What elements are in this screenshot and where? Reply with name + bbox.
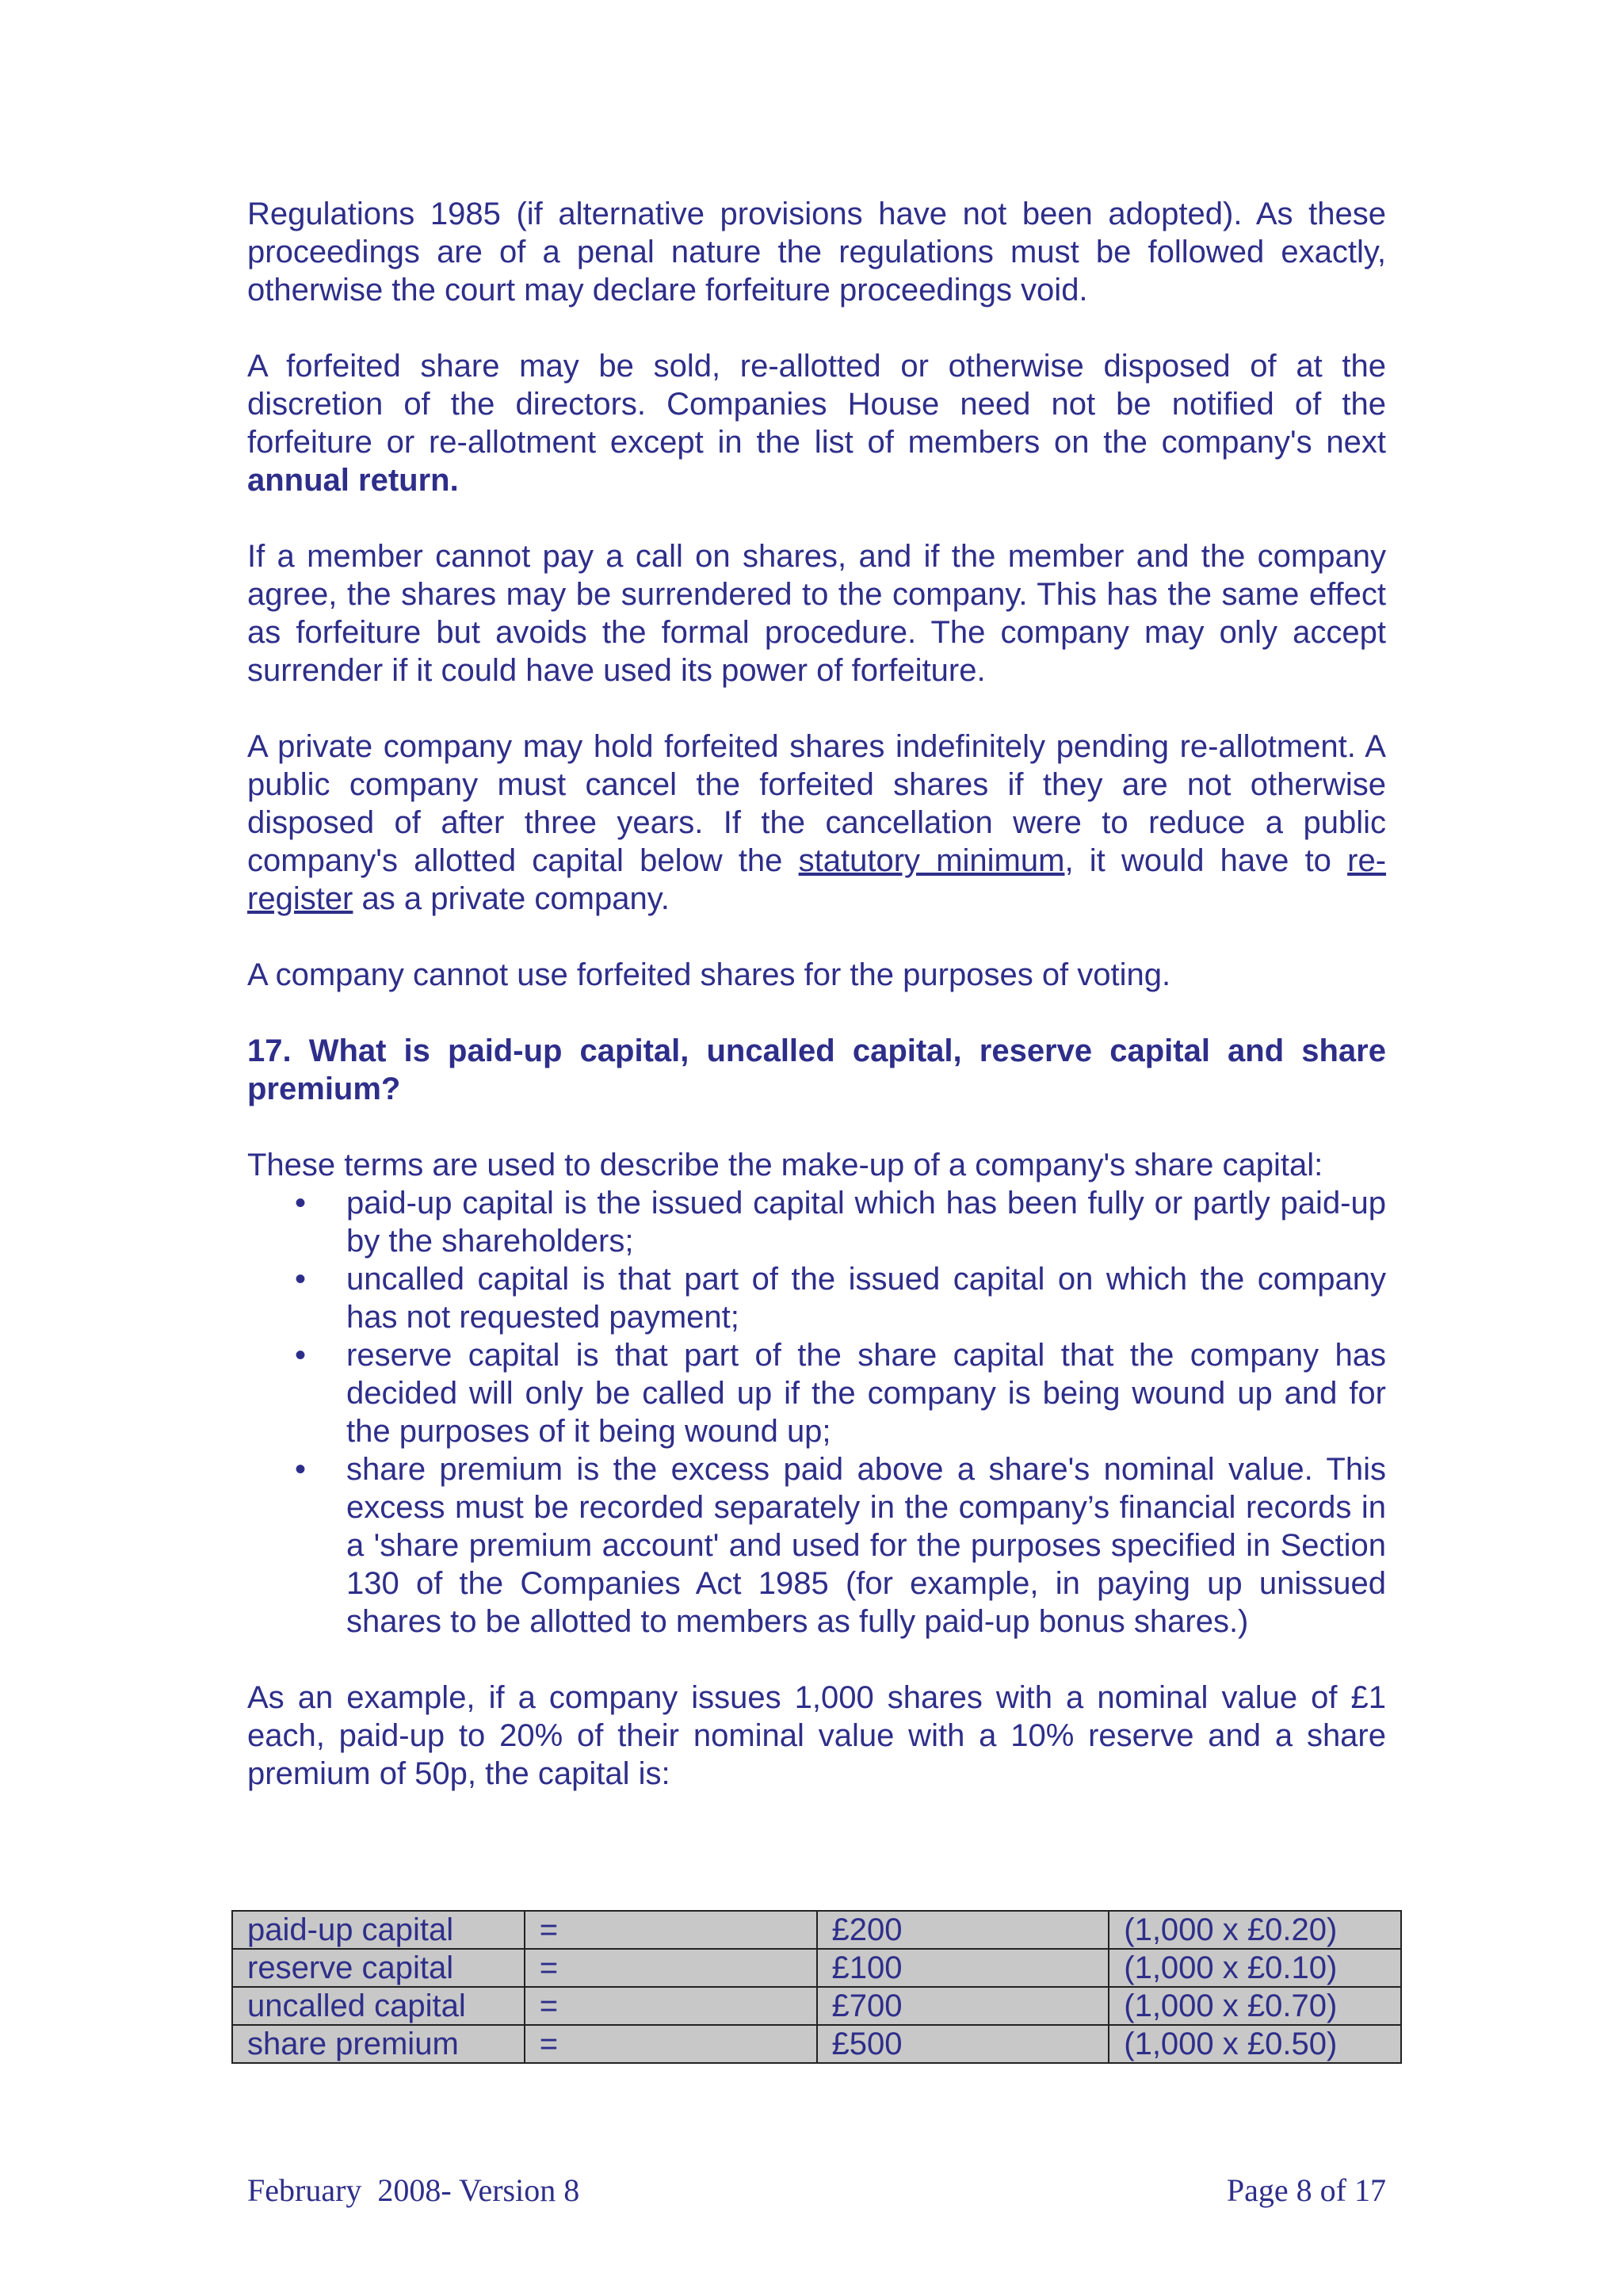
capital-table: [231, 1910, 1402, 2064]
table-cell: uncalled capital: [232, 1987, 525, 2025]
paragraph-terms-intro: These terms are used to describe the make-up of a company's share capital:: [247, 1148, 1323, 1182]
table-cell: (1,000 x £0.50): [1109, 2025, 1401, 2063]
paragraph-surrender: If a member cannot pay a call on shares, and if the member and the company agree, the shares may be surrendered to the company. This has the same effect as forfeiture but avoids the formal procedure. The company may only accept surrender if it could have used its power of forfeiture.: [247, 539, 1386, 688]
table-cell: £700: [817, 1987, 1109, 2025]
list-item: [247, 1184, 1386, 1260]
table-cell: share premium: [232, 2025, 525, 2063]
terms-list: [247, 1184, 1386, 1641]
list-item-text: uncalled capital is that part of the issued capital on which the company has not requested payment;: [346, 1262, 1386, 1335]
re-register-link[interactable]: re-register: [247, 843, 1387, 916]
page-body: [247, 195, 1386, 1831]
table-cell: (1,000 x £0.70): [1109, 1987, 1401, 2025]
table-cell: (1,000 x £0.20): [1109, 1911, 1401, 1949]
table-row: [232, 1911, 1401, 1949]
paragraph-text: as a private company.: [353, 881, 670, 916]
list-item-text: paid-up capital is the issued capital which has been fully or partly paid-up by the shareholders;: [346, 1186, 1386, 1259]
footer-version: February 2008- Version 8: [247, 2172, 580, 2208]
table-cell: =: [525, 2025, 817, 2063]
bullet-icon: •: [295, 1262, 307, 1297]
table-cell: £500: [817, 2025, 1109, 2063]
annual-return-bold: annual return.: [247, 463, 459, 498]
paragraph-example: As an example, if a company issues 1,000 shares with a nominal value of £1 each, paid-up to 20% of their nominal value with a 10% reserve and a share premium of 50p, the capital is:: [247, 1680, 1386, 1791]
table-cell: paid-up capital: [232, 1911, 525, 1949]
paragraph-text: A private company may hold forfeited shares indefinitely pending re-allotment. A public company must cancel the forfeited shares if they are not otherwise disposed of after three years. If the cancellation were to reduce a public company's allotted capital below the: [247, 729, 1386, 878]
footer-page-number: Page 8 of 17: [1226, 2172, 1386, 2208]
list-item-text: share premium is the excess paid above a share's nominal value. This excess must be recorded separately in the company’s financial records in a 'share premium account' and used for the purposes specified in Section 130 of the Companies Act 1985 (for example, in paying up unissued shares to be allotted to members as fully paid-up bonus shares.): [346, 1452, 1386, 1639]
table-row: [232, 1949, 1401, 1987]
bullet-icon: •: [295, 1452, 307, 1487]
bullet-icon: •: [295, 1186, 307, 1221]
table-row: [232, 2025, 1401, 2063]
table-cell: £100: [817, 1949, 1109, 1987]
paragraph-voting: A company cannot use forfeited shares for the purposes of voting.: [247, 957, 1171, 992]
table-cell: (1,000 x £0.10): [1109, 1949, 1401, 1987]
table-cell: =: [525, 1987, 817, 2025]
table-row: [232, 1987, 1401, 2025]
table-cell: =: [525, 1911, 817, 1949]
list-item-text: reserve capital is that part of the share capital that the company has decided will only be called up if the company is being wound up and for the purposes of it being wound up;: [346, 1338, 1386, 1449]
paragraph-text: A forfeited share may be sold, re-allotted or otherwise disposed of at the discretion of the directors. Companies House need not be notified of the forfeiture or re-allotment except in the list of members on the company's next: [247, 349, 1386, 460]
paragraph-private-company: [247, 728, 1386, 918]
table-cell: =: [525, 1949, 817, 1987]
list-item: [247, 1336, 1386, 1450]
table-cell: reserve capital: [232, 1949, 525, 1987]
page-footer: [247, 2172, 1386, 2209]
paragraph-regulations: Regulations 1985 (if alternative provisions have not been adopted). As these proceedings are of a penal nature the regulations must be followed exactly, otherwise the court may declare forfeiture proceedings void.: [247, 197, 1386, 308]
bullet-icon: •: [295, 1338, 307, 1373]
paragraph-text: , it would have to: [1064, 843, 1348, 878]
statutory-minimum-link[interactable]: statutory minimum: [798, 843, 1065, 878]
table-cell: £200: [817, 1911, 1109, 1949]
list-item: [247, 1450, 1386, 1641]
section-heading-17: 17. What is paid-up capital, uncalled capital, reserve capital and share premium?: [247, 1033, 1386, 1106]
list-item: [247, 1260, 1386, 1336]
paragraph-forfeited-share: [247, 347, 1386, 499]
